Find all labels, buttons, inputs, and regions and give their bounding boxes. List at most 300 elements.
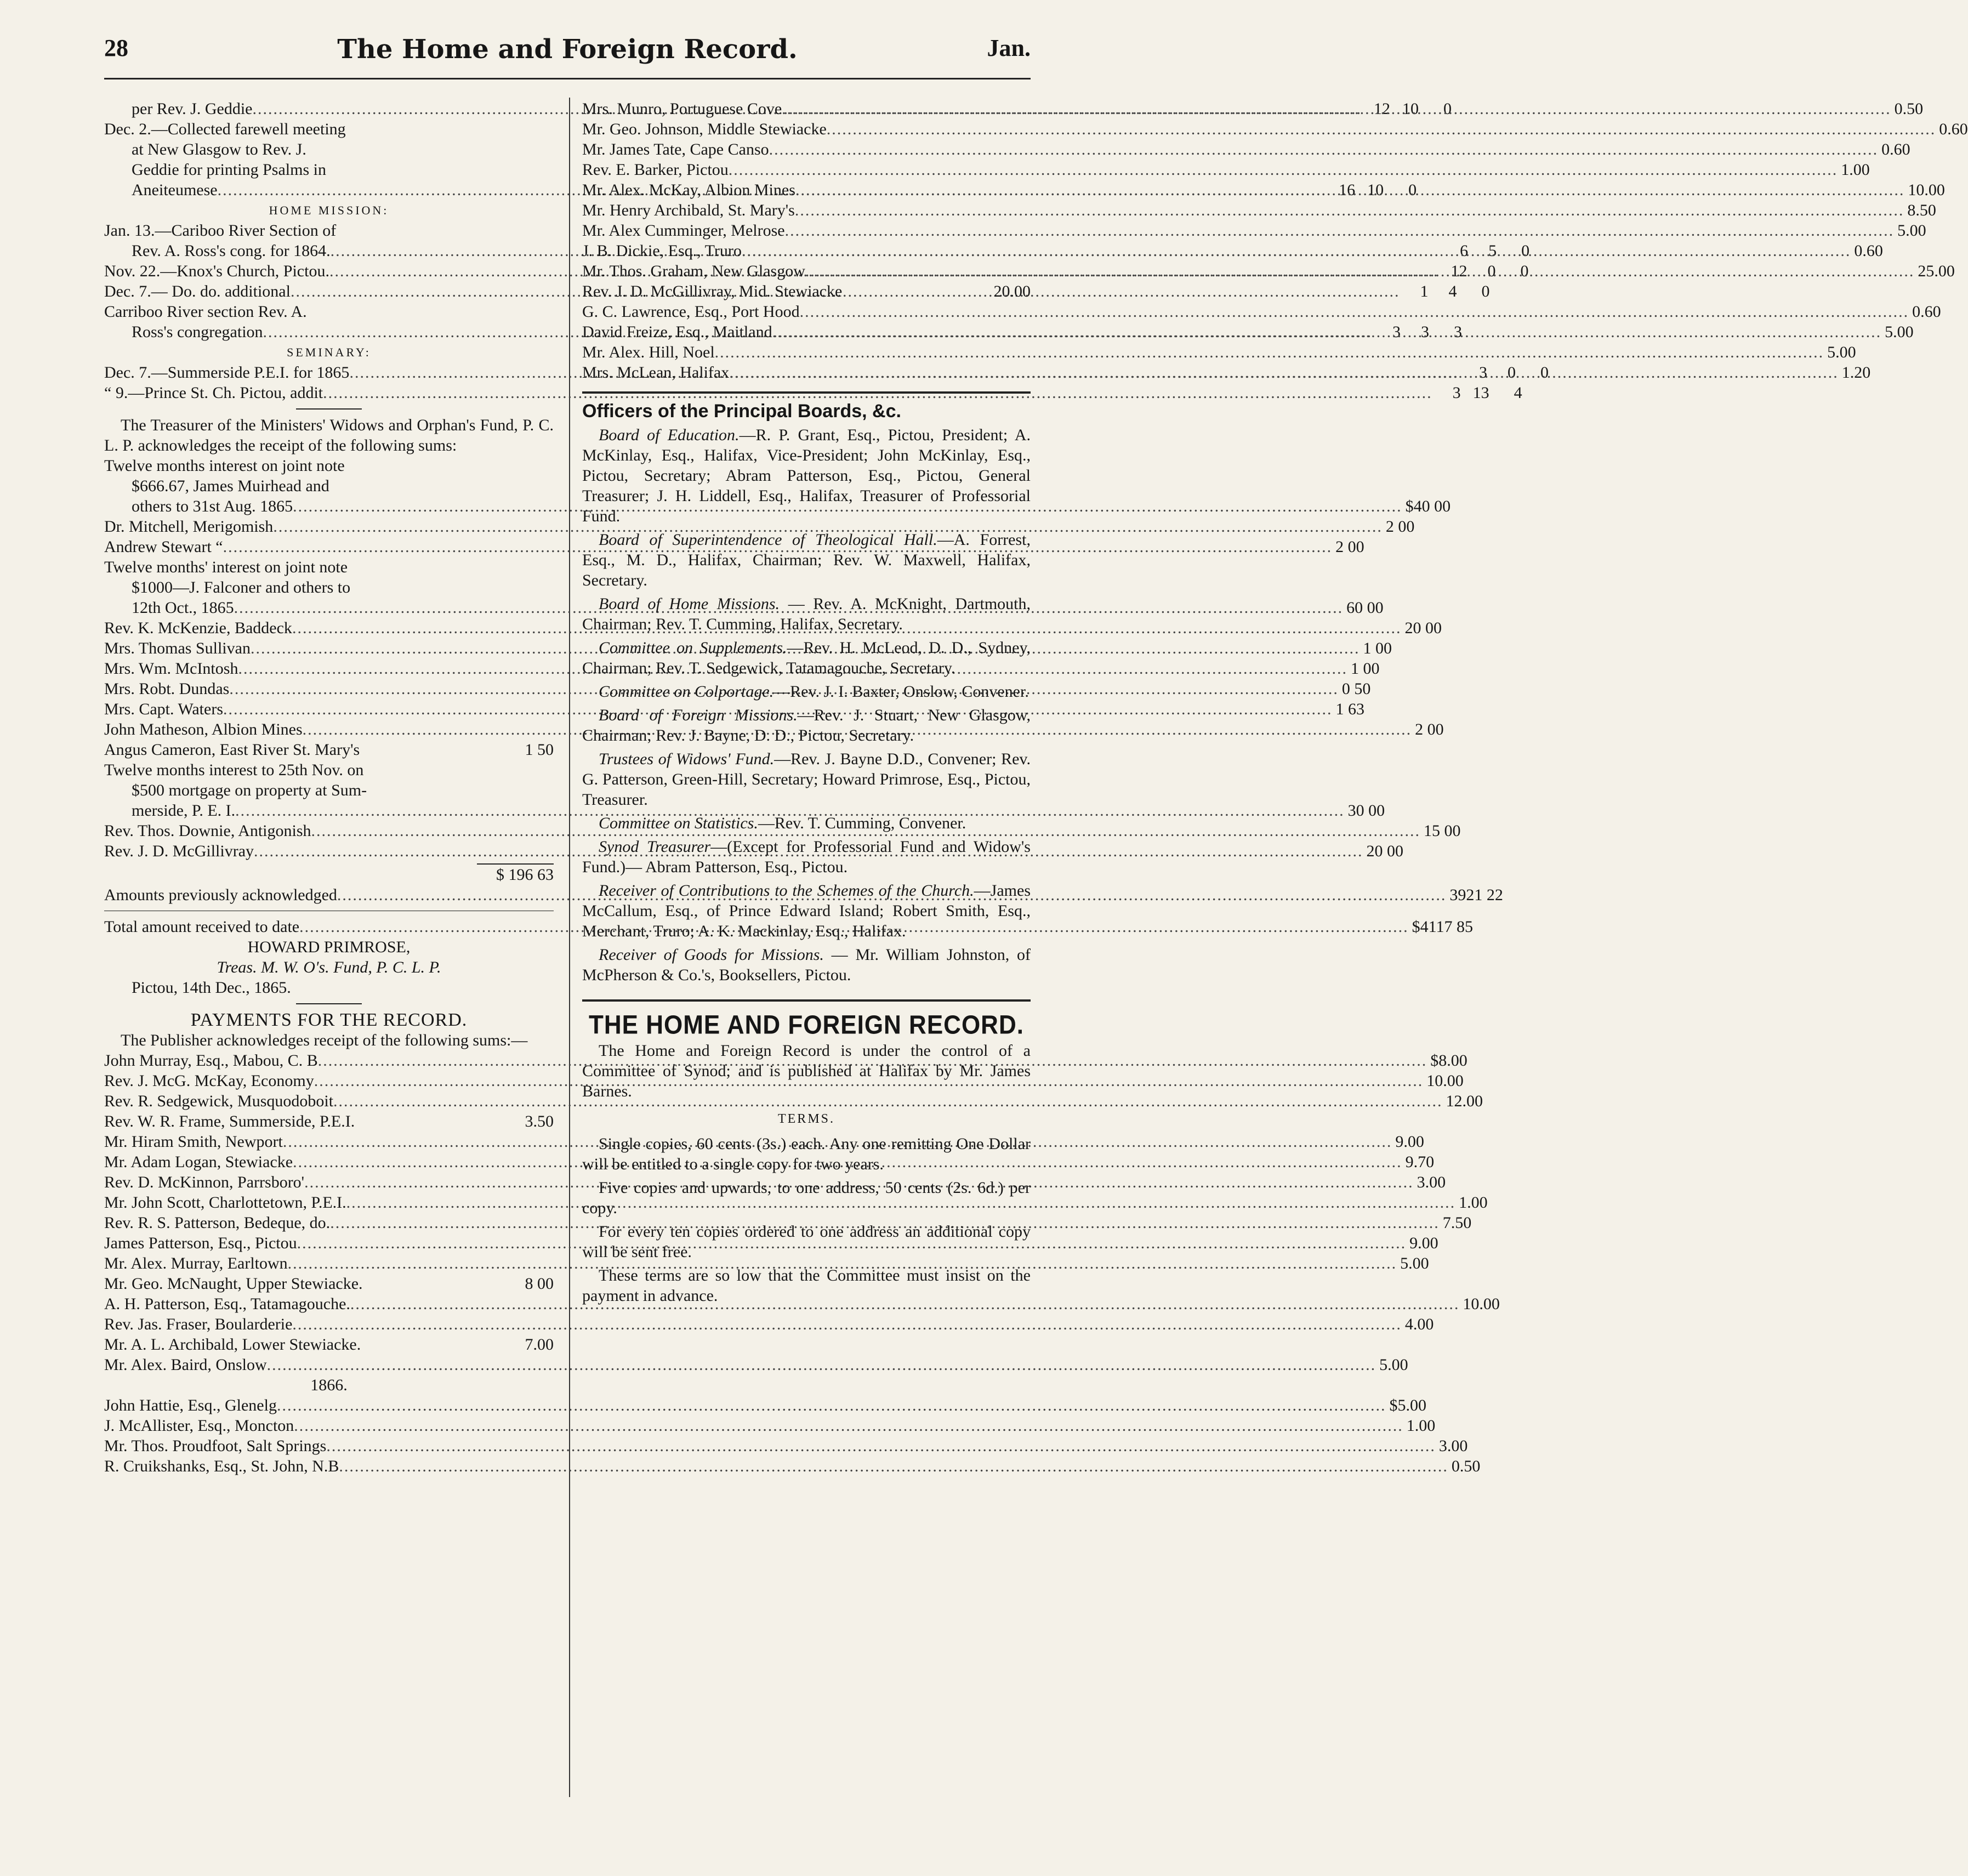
- page-number: 28: [104, 35, 128, 61]
- board-members: —James McCallum, Esq., of Prince Edward Island; Robert Smith, Esq., Merchant, Truro; A. K. Mackinlay, Esq., Halifax.: [582, 882, 1031, 940]
- officer-entry: [582, 594, 1031, 634]
- entry-amount: 10.00: [1908, 181, 1945, 199]
- amount-pence: [521, 220, 554, 241]
- entry-label: Rev. J. D. McGillivray: [104, 842, 254, 860]
- board-members: —A. Forrest, Esq., M. D., Halifax, Chairman; Rev. W. Maxwell, Halifax, Secretary.: [582, 531, 1031, 589]
- section-rule: [582, 999, 1031, 1002]
- section-rule: [296, 408, 362, 410]
- amount-shillings: 4: [1448, 282, 1457, 300]
- spacer: [355, 1111, 521, 1132]
- entry-amount: $5.00: [1389, 1396, 1426, 1414]
- amount-shillings: 10: [1367, 181, 1384, 199]
- entry-amount: 0.60: [1854, 242, 1883, 260]
- leader-dots: [326, 1436, 1436, 1456]
- entry-label: $500 mortgage on property at Sum-: [132, 781, 367, 799]
- ledger-row: [104, 139, 554, 160]
- officer-entry: [582, 530, 1031, 590]
- entry-label: Dec. 2.—Collected farewell meeting: [104, 120, 346, 138]
- entry-label: Geddie for printing Psalms in: [132, 161, 326, 179]
- board-members: —Rev. J. I. Baxter, Onslow, Convener.: [773, 683, 1029, 701]
- entry-label: $666.67, James Muirhead and: [132, 477, 329, 495]
- amount-shillings: [492, 119, 521, 139]
- entry-label: Rev. R. S. Patterson, Bedeque, do.: [104, 1214, 331, 1232]
- entry-amount: 7.00: [525, 1335, 554, 1354]
- entry-label: Rev. K. McKenzie, Baddeck: [104, 619, 292, 637]
- board-members: — Mr. William Johnston, of McPherson & Co.'s, Booksellers, Pictou.: [582, 946, 1031, 984]
- entry-label: Mr. Adam Logan, Stewiacke: [104, 1153, 293, 1171]
- leader-dots: [729, 362, 1839, 383]
- amount-pounds: 1: [1420, 282, 1429, 300]
- board-members: —Rev. J. Bayne D.D., Convener; Rev. G. Patterson, Green-Hill, Secretary; Howard Primrose, Esq., Pictou, Treasurer.: [582, 750, 1031, 809]
- amount-pounds: [464, 139, 492, 160]
- entry-label: Rev. E. Barker, Pictou: [582, 161, 729, 179]
- payments-ledger-1866: [104, 1395, 1481, 1476]
- entry-label: Mr. A. L. Archibald, Lower Stewiacke.: [104, 1335, 361, 1354]
- widows-total-label: Total amount received to date: [104, 918, 300, 936]
- ledger-row: [582, 139, 1910, 160]
- board-name: Receiver of Goods for Missions.: [599, 946, 824, 964]
- entry-amount: [464, 160, 554, 180]
- ledger-row: [104, 1395, 1426, 1415]
- officers-heading: Officers of the Principal Boards, &c.: [582, 401, 901, 422]
- entry-amount: 2 00: [1415, 720, 1444, 738]
- amount-pence: [521, 139, 554, 160]
- ledger-row: [104, 1172, 1446, 1192]
- officer-entry: [582, 425, 1031, 526]
- amount-pence: 0: [1443, 100, 1452, 118]
- entry-label: Dr. Mitchell, Merigomish: [104, 518, 274, 536]
- widows-total-amount: $4117 85: [1412, 918, 1473, 936]
- entry-amount: 20 00: [1366, 842, 1404, 860]
- home-mission-heading: HOME MISSION:: [269, 203, 389, 217]
- widows-subtotal: $ 196 63: [496, 866, 554, 884]
- amount-pence: 0: [1520, 262, 1529, 280]
- running-title: The Home and Foreign Record.: [337, 34, 798, 65]
- entry-label: merside, P. E. I.: [132, 801, 236, 820]
- officer-entry: [582, 705, 1031, 746]
- amount-pence: 0: [1540, 363, 1549, 382]
- ledger-row: [582, 362, 1871, 383]
- amount-pence: 0: [1408, 181, 1417, 199]
- board-members: —(Except for Professorial Fund and Widow's Fund.)— Abram Patterson, Esq., Pictou.: [582, 838, 1031, 876]
- ledger-row: [582, 302, 1941, 322]
- entry-label: Mr. Alex. Murray, Earltown: [104, 1254, 288, 1272]
- entry-amount: [550, 780, 554, 800]
- entry-label: Rev. A. Ross's cong. for 1864.: [132, 242, 331, 260]
- widows-place-date: Pictou, 14th Dec., 1865.: [132, 979, 291, 997]
- ledger-row: [104, 1111, 554, 1132]
- widows-previous-amount: 3921 22: [1449, 886, 1503, 904]
- amount-shillings: 10: [1402, 100, 1419, 118]
- spacer: [329, 476, 550, 496]
- officer-entry: [582, 813, 1031, 833]
- entry-label: Rev. D. McKinnon, Parrsboro': [104, 1173, 305, 1191]
- ledger-row: [104, 1294, 1500, 1314]
- board-name: Committee on Supplements.: [599, 639, 787, 657]
- ledger-row: [104, 1253, 1429, 1274]
- column-divider: [569, 98, 570, 1797]
- entry-label: Mr. Alex. Hill, Noel: [582, 343, 715, 361]
- entry-amount: 15 00: [1424, 822, 1461, 840]
- spacer: [336, 220, 464, 241]
- leader-dots: [772, 322, 1882, 342]
- amount-pounds: 16: [1339, 181, 1356, 199]
- entry-amount: 5.00: [1827, 343, 1856, 361]
- amount-shillings: 0: [1487, 262, 1496, 280]
- officer-entry: [582, 638, 1031, 678]
- amount-pounds: 12: [1374, 100, 1390, 118]
- entry-amount: [1432, 383, 1522, 403]
- entry-label: Twelve months interest to 25th Nov. on: [104, 761, 364, 779]
- entry-label: David Freize, Esq., Maitland: [582, 323, 772, 341]
- spacer: [360, 740, 521, 760]
- entry-amount: 60 00: [1346, 599, 1384, 617]
- entry-amount: 1 63: [1335, 700, 1365, 718]
- ledger-row: [104, 557, 554, 577]
- entry-amount: 25.00: [1918, 262, 1955, 280]
- entry-label: Mr. Alex. Baird, Onslow: [104, 1356, 267, 1374]
- amount-pounds: 3: [1478, 363, 1487, 382]
- entry-amount: 1.00: [1459, 1193, 1488, 1212]
- entry-amount: [1400, 281, 1489, 302]
- entry-amount: 5.00: [1897, 221, 1926, 240]
- board-members: —R. P. Grant, Esq., Pictou, President; A. McKinlay, Esq., Halifax, Vice-President; John McKinlay, Esq., Pictou, Secretary; Abram Patterson, Esq., Pictou, General Treasurer; J. H. Liddell, Esq., Halifax, Treasurer of Professorial Fund.: [582, 426, 1031, 525]
- leader-dots: [785, 220, 1895, 241]
- amount-shillings: 0: [1507, 363, 1516, 382]
- entry-amount: 0.60: [1881, 140, 1910, 158]
- entry-amount: 1 00: [1350, 660, 1380, 678]
- amount-shillings: 13: [1472, 384, 1489, 402]
- spacer: [367, 780, 550, 800]
- entry-amount: 10.00: [1426, 1072, 1464, 1090]
- ledger-row: [104, 160, 554, 180]
- payments-heading: PAYMENTS FOR THE RECORD.: [190, 1010, 468, 1030]
- spacer: [348, 557, 550, 577]
- ledger-row: [104, 1355, 1408, 1375]
- entry-amount: 9.00: [1395, 1133, 1424, 1151]
- ledger-row: [582, 281, 1031, 302]
- board-members: —Rev. T. Cumming, Convener.: [758, 814, 966, 832]
- entry-label: G. C. Lawrence, Esq., Port Hood: [582, 303, 800, 321]
- amount-pounds: [464, 302, 492, 322]
- amount-pence: 4: [1514, 384, 1522, 402]
- entry-amount: 0 50: [1341, 680, 1371, 698]
- board-name: Receiver of Contributions to the Schemes of the Church.: [599, 882, 974, 900]
- entry-label: Mr. Alex Cumminger, Melrose: [582, 221, 785, 240]
- spacer: [345, 456, 550, 476]
- record-heading: THE HOME AND FOREIGN RECORD.: [589, 1010, 1024, 1040]
- header-rule: [104, 78, 1031, 79]
- officer-entry: [582, 681, 1031, 702]
- section-rule: [296, 1003, 362, 1004]
- entry-label: Mr. Thos. Proudfoot, Salt Springs: [104, 1437, 327, 1455]
- ledger-row: [104, 383, 1522, 403]
- ledger-row: [104, 496, 1451, 516]
- terms-paragraph: For every ten copies ordered to one address an additional copy will be sent free.: [582, 1223, 1031, 1261]
- entry-amount: [550, 760, 554, 780]
- entry-amount: 8.50: [1907, 201, 1936, 219]
- entry-amount: [464, 302, 554, 322]
- spacer: [363, 760, 550, 780]
- entry-label: John Murray, Esq., Mabou, C. B: [104, 1051, 318, 1070]
- spacer: [346, 119, 464, 139]
- entry-amount: [550, 557, 554, 577]
- leader-dots: [827, 119, 1936, 139]
- board-name: Synod Treasurer: [599, 838, 711, 856]
- entry-label: A. H. Patterson, Esq., Tatamagouche.: [104, 1295, 350, 1313]
- leader-dots: [769, 139, 1879, 160]
- entry-label: Mr. Geo. Johnson, Middle Stewiacke: [582, 120, 827, 138]
- payments-intro: The Publisher acknowledges receipt of the following sums:—: [121, 1031, 528, 1049]
- entry-amount: 9.00: [1409, 1234, 1438, 1252]
- ledger-row: [582, 342, 1856, 362]
- amount-shillings: 3: [1421, 323, 1430, 341]
- leader-dots: [277, 1395, 1386, 1415]
- entry-label: Mrs. Robt. Dundas: [104, 680, 230, 698]
- entry-label: Mrs. Munro, Portuguese Cove: [582, 100, 782, 118]
- entry-amount: [464, 119, 554, 139]
- terms-paragraph: Single copies, 60 cents (3s.) each. Any one remitting One Dollar will be entitled to a single copy for two years.: [582, 1135, 1031, 1173]
- leader-dots: [267, 1355, 1377, 1375]
- entry-amount: $8.00: [1430, 1051, 1468, 1070]
- entry-label: Dec. 7.— Do. do. additional: [104, 282, 291, 300]
- ledger-row: [104, 1132, 1424, 1152]
- ledger-row: [104, 456, 554, 476]
- amount-pounds: [464, 160, 492, 180]
- leader-dots: [782, 99, 1891, 119]
- terms-heading: TERMS.: [777, 1112, 835, 1126]
- entry-amount: [550, 476, 554, 496]
- ledger-row: [104, 1415, 1436, 1436]
- officers-list: [582, 425, 1031, 985]
- officer-entry: [582, 880, 1031, 941]
- ledger-row: [104, 302, 554, 322]
- board-members: —Rev. H. McLeod, D. D., Sydney, Chairman; Rev. T. Sedgewick, Tatamagouche, Secretary.: [582, 639, 1031, 677]
- entry-label: Mr. Alex. McKay, Albion Mines: [582, 181, 795, 199]
- entry-label: 12th Oct., 1865: [132, 599, 234, 617]
- ledger-row: [104, 1274, 554, 1294]
- ledger-row: [104, 1436, 1468, 1456]
- terms-list: [582, 1134, 1031, 1306]
- amount-pence: [521, 160, 554, 180]
- spacer: [326, 160, 464, 180]
- entry-label: Mrs. McLean, Halifax: [582, 363, 730, 382]
- entry-amount: 30 00: [1347, 801, 1385, 820]
- ledger-row: [104, 618, 1442, 638]
- leader-dots: [729, 160, 1838, 180]
- entry-label: “ 9.—Prince St. Ch. Pictou, addit: [104, 384, 323, 402]
- entry-amount: 9.70: [1405, 1153, 1435, 1171]
- entry-label: J. B. Dickie, Esq., Truro: [582, 242, 742, 260]
- amount-pounds: [464, 119, 492, 139]
- ledger-row: [104, 760, 554, 780]
- entry-amount: 0.50: [1451, 1457, 1481, 1475]
- amount-shillings: [492, 139, 521, 160]
- amount-pounds: 3: [1392, 323, 1401, 341]
- widows-fund-intro: The Treasurer of the Ministers' Widows and Orphan's Fund, P. C. L. P. acknowledges the receipt of the following sums:: [104, 416, 554, 454]
- amount-pounds: [464, 220, 492, 241]
- spacer: [361, 1334, 521, 1355]
- entry-label: Mr. Thos. Graham, New Glasgow: [582, 262, 805, 280]
- entry-label: Angus Cameron, East River St. Mary's: [104, 741, 360, 759]
- board-members: —Rev. J. Stuart, New Glasgow, Chairman; Rev. J. Bayne, D. D., Pictou, Secretary.: [582, 706, 1031, 744]
- leader-dots: [294, 1415, 1403, 1436]
- entry-amount: 0.60: [1912, 303, 1941, 321]
- leader-dots: [292, 1314, 1402, 1334]
- entry-label: Rev. J. D. McGillivray, Mid. Stewiacke: [582, 282, 843, 300]
- amount-shillings: [492, 302, 521, 322]
- amount-shillings: 5: [1488, 242, 1497, 260]
- entry-amount: 2 00: [1385, 518, 1415, 536]
- entry-amount: 5.00: [1379, 1356, 1408, 1374]
- spacer: [306, 139, 464, 160]
- amount-pence: 0: [1521, 242, 1530, 260]
- board-name: Trustees of Widows' Fund.: [599, 750, 775, 768]
- board-name: Board of Foreign Missions.: [599, 706, 798, 724]
- amount-pence: [521, 119, 554, 139]
- ledger-row: [582, 160, 1870, 180]
- entry-label: Dec. 7.—Summerside P.E.I. for 1865: [104, 363, 350, 382]
- officer-entry: [582, 837, 1031, 877]
- entry-label: Mr. Henry Archibald, St. Mary's: [582, 201, 795, 219]
- entry-label: Rev. J. McG. McKay, Economy: [104, 1072, 314, 1090]
- entry-amount: 5.00: [1885, 323, 1914, 341]
- ledger-row: [104, 1314, 1434, 1334]
- amount-pounds: 3: [1452, 384, 1461, 402]
- board-name: Board of Home Missions.: [599, 595, 780, 613]
- ledger-row: [104, 800, 1385, 821]
- entry-label: Mr. Geo. McNaught, Upper Stewiacke.: [104, 1275, 363, 1293]
- entry-amount: 3.50: [525, 1112, 554, 1130]
- record-intro: The Home and Foreign Record is under the control of a Committee of Synod; and is published at Halifax by Mr. James Barnes.: [582, 1042, 1031, 1100]
- amount-pence: [521, 302, 554, 322]
- ledger-row: [104, 516, 1415, 537]
- leader-dots: [742, 241, 1851, 261]
- entry-amount: 20 00: [1404, 619, 1442, 637]
- entry-amount: 7.50: [1442, 1214, 1472, 1232]
- spacer: [363, 1274, 522, 1294]
- ledger-row: [582, 220, 1926, 241]
- amount-shillings: [492, 220, 521, 241]
- entry-label: Rev. R. Sedgewick, Musquodoboit: [104, 1092, 334, 1110]
- entry-amount: 1.00: [1406, 1417, 1436, 1435]
- amount-pence: 3: [1454, 323, 1463, 341]
- entry-amount: 0.50: [1894, 100, 1924, 118]
- spacer: [842, 281, 990, 302]
- entry-label: Mrs. Wm. McIntosh: [104, 660, 238, 678]
- board-name: Board of Superintendence of Theological Hall.: [599, 531, 937, 549]
- entry-amount: 2 00: [1335, 538, 1364, 556]
- page-header: [104, 34, 1031, 72]
- entry-amount: 20.00: [993, 282, 1031, 300]
- terms-paragraph: Five copies and upwards, to one address, 50 cents (2s. 6d.) per copy.: [582, 1179, 1031, 1217]
- entry-label: Aneiteumese: [132, 181, 218, 199]
- leader-dots: [715, 342, 1824, 362]
- entry-label: Mr. John Scott, Charlottetown, P.E.I.: [104, 1193, 346, 1212]
- entry-label: at New Glasgow to Rev. J.: [132, 140, 306, 158]
- entry-label: Twelve months interest on joint note: [104, 457, 345, 475]
- entry-label: R. Cruikshanks, Esq., St. John, N.B: [104, 1457, 339, 1475]
- ledger-row: [582, 200, 1936, 220]
- officer-entry: [582, 749, 1031, 810]
- amount-pence: 0: [1481, 282, 1490, 300]
- entry-label: J. McAllister, Esq., Moncton: [104, 1417, 294, 1435]
- entry-label: John Hattie, Esq., Glenelg: [104, 1396, 277, 1414]
- leader-dots: [805, 261, 1915, 281]
- entry-label: Nov. 22.—Knox's Church, Pictou.: [104, 262, 329, 280]
- ledger-row: [104, 1071, 1464, 1091]
- entry-amount: 1 50: [525, 741, 554, 759]
- entry-label: Rev. Thos. Downie, Antigonish: [104, 822, 311, 840]
- ledger-row: [104, 1334, 554, 1355]
- entry-label: Rev. Jas. Fraser, Boularderie: [104, 1315, 293, 1333]
- entry-amount: [550, 577, 554, 598]
- payments-year: 1866.: [310, 1376, 348, 1394]
- ledger-row: [104, 1456, 1481, 1476]
- entry-amount: [550, 456, 554, 476]
- entry-amount: 1 00: [1363, 639, 1392, 657]
- entry-label: per Rev. J. Geddie: [132, 100, 253, 118]
- seminary-heading: SEMINARY:: [287, 345, 371, 359]
- entry-amount: 3.00: [1438, 1437, 1468, 1455]
- entry-label: Carriboo River section Rev. A.: [104, 303, 307, 321]
- amount-pounds: 6: [1460, 242, 1469, 260]
- amount-shillings: [492, 160, 521, 180]
- entry-amount: 4.00: [1404, 1315, 1434, 1333]
- entry-amount: [464, 139, 554, 160]
- ledger-row: [582, 241, 1883, 261]
- ledger-row: [104, 1050, 1468, 1071]
- officer-entry: [582, 945, 1031, 985]
- entry-amount: [464, 220, 554, 241]
- ledger-row: [582, 322, 1914, 342]
- entry-amount: 5.00: [1400, 1254, 1429, 1272]
- entry-label: $1000—J. Falconer and others to: [132, 578, 351, 596]
- widows-total-row: [104, 917, 1473, 937]
- spacer: [350, 577, 550, 598]
- entry-label: Rev. W. R. Frame, Summerside, P.E.I.: [104, 1112, 355, 1130]
- entry-amount: 10.00: [1463, 1295, 1500, 1313]
- issue-month: Jan.: [987, 35, 1031, 61]
- ledger-row: [104, 780, 554, 800]
- leader-dots: [800, 302, 1909, 322]
- board-name: Committee on Statistics.: [599, 814, 758, 832]
- entry-amount: 3.00: [1417, 1173, 1446, 1191]
- entry-label: Mrs. Thomas Sullivan: [104, 639, 251, 657]
- leader-dots: [795, 200, 1904, 220]
- entry-label: Mrs. Capt. Waters: [104, 700, 224, 718]
- ledger-row: [582, 119, 1968, 139]
- ledger-row: [104, 740, 554, 760]
- entry-label: Andrew Stewart “: [104, 538, 223, 556]
- entry-label: Mr. Hiram Smith, Newport: [104, 1133, 283, 1151]
- amount-pounds: 12: [1451, 262, 1468, 280]
- entry-amount: 1.00: [1841, 161, 1870, 179]
- entry-amount: 12.00: [1446, 1092, 1483, 1110]
- ledger-row: [104, 119, 554, 139]
- leader-dots: [339, 1456, 1448, 1476]
- entry-label: Mr. James Tate, Cape Canso: [582, 140, 769, 158]
- board-name: Committee on Colportage.: [599, 683, 774, 701]
- ledger-row: [104, 476, 554, 496]
- section-rule: [582, 391, 1031, 394]
- entry-label: James Patterson, Esq., Pictou: [104, 1234, 297, 1252]
- ledger-row: [104, 1091, 1483, 1111]
- entry-amount: 1.20: [1841, 363, 1871, 382]
- ledger-row: [104, 1213, 1472, 1233]
- board-members: — Rev. A. McKnight, Dartmouth, Chairman; Rev. T. Cumming, Halifax, Secretary.: [582, 595, 1031, 633]
- terms-paragraph: These terms are so low that the Committee must insist on the payment in advance.: [582, 1266, 1031, 1305]
